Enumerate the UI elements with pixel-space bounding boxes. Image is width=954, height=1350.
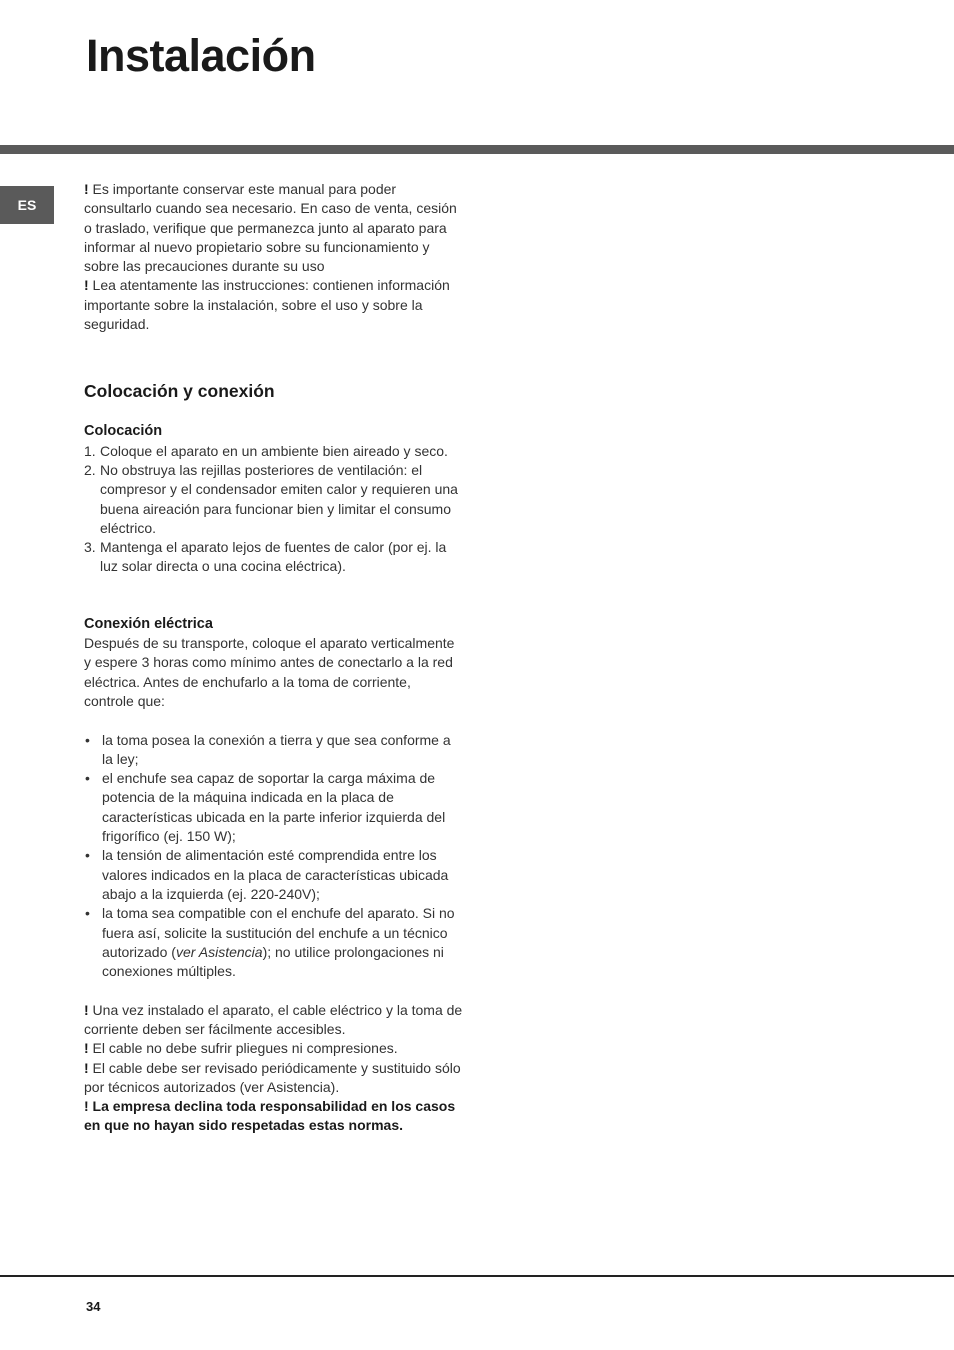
- placement-list: [84, 442, 464, 577]
- item-text: la tensión de alimentación esté comprendida entre los valores indicados en la placa de características ubicada abajo a la izquierda (ej. 220-240V);: [102, 847, 449, 902]
- warning-mark: !: [84, 1040, 89, 1057]
- item-number: 1.: [84, 442, 96, 459]
- bullet-icon: •: [85, 770, 90, 787]
- electrical-heading: Conexión eléctrica: [84, 615, 213, 632]
- list-item: [84, 538, 464, 577]
- note-text: El cable no debe sufrir pliegues ni compresiones.: [88, 1040, 398, 1057]
- warning-mark: !: [84, 1059, 89, 1076]
- page-number: 34: [86, 1299, 101, 1314]
- warning-mark: !: [84, 1001, 89, 1018]
- electrical-checklist: [84, 731, 464, 982]
- item-text: la toma sea compatible con el enchufe del aparato. Si no fuera así, solicite la sustitución del enchufe a un técnico autorizado (: [102, 905, 455, 960]
- list-item: [84, 904, 464, 981]
- language-tab: ES: [0, 186, 54, 224]
- bullet-icon: •: [85, 905, 90, 922]
- section-heading: Colocación y conexión: [84, 381, 275, 402]
- warning-mark: !: [84, 181, 89, 197]
- item-text: No obstruya las rejillas posteriores de ventilación: el compresor y el condensador emiten calor y requieren una buena aireación para funcionar bien y limitar el consumo eléctrico.: [100, 461, 458, 536]
- page-title: Instalación: [86, 30, 316, 81]
- warning-mark: !: [84, 277, 89, 294]
- item-number: 2.: [84, 461, 96, 478]
- item-text: ); no utilice prolongaciones ni conexiones múltiples.: [102, 943, 444, 980]
- note-text: Una vez instalado el aparato, el cable eléctrico y la toma de corriente deben ser fácilmente accesibles.: [84, 1001, 463, 1037]
- intro-paragraph: [84, 276, 464, 334]
- list-item: [84, 731, 464, 770]
- warning-note: [84, 1059, 464, 1098]
- intro-text: Es importante conservar este manual para poder consultarlo cuando sea necesario. En caso de venta, cesión o traslado, verifique que permanezca junto al aparato para informar al nuevo propietario sobre su funcionamiento y sobre las precauciones durante su uso: [84, 181, 457, 275]
- placement-heading: Colocación: [84, 423, 163, 440]
- item-text: Coloque el aparato en un ambiente bien aireado y seco.: [100, 442, 448, 459]
- intro-block: [84, 180, 464, 334]
- bullet-icon: •: [85, 847, 90, 864]
- liability-note: ! La empresa declina toda responsabilidad en los casos en que no hayan sido respetadas estas normas.: [84, 1098, 456, 1134]
- list-item: [84, 769, 464, 846]
- list-item: [84, 442, 464, 461]
- item-text: la toma posea la conexión a tierra y que sea conforme a la ley;: [102, 731, 451, 767]
- intro-paragraph: [84, 180, 464, 276]
- bullet-icon: •: [85, 731, 90, 748]
- list-item: [84, 461, 464, 538]
- warning-notes: [84, 1001, 464, 1136]
- warning-note: [84, 1039, 464, 1058]
- intro-text: Lea atentamente las instrucciones: contienen información importante sobre la instalación, sobre el uso y sobre la seguridad.: [84, 277, 450, 333]
- footer-divider: [0, 1275, 954, 1277]
- item-text: el enchufe sea capaz de soportar la carga máxima de potencia de la máquina indicada en la placa de características ubicada en la parte inferior izquierda del frigorífico (ej. 150 W);: [102, 770, 446, 845]
- note-text: El cable debe ser revisado periódicamente y sustituido sólo por técnicos autorizados (ver Asistencia).: [84, 1059, 461, 1095]
- item-number: 3.: [84, 539, 96, 556]
- warning-note: [84, 1001, 464, 1040]
- list-item: [84, 846, 464, 904]
- item-text-italic: ver Asistencia: [175, 943, 263, 960]
- item-text: Mantenga el aparato lejos de fuentes de calor (por ej. la luz solar directa o una cocina eléctrica).: [100, 539, 447, 575]
- header-divider-bar: [0, 145, 954, 154]
- main-content: [84, 180, 464, 1136]
- electrical-intro: Después de su transporte, coloque el aparato verticalmente y espere 3 horas como mínimo antes de conectarlo a la red eléctrica. Antes de enchufarlo a la toma de corriente, controle que:: [84, 635, 455, 709]
